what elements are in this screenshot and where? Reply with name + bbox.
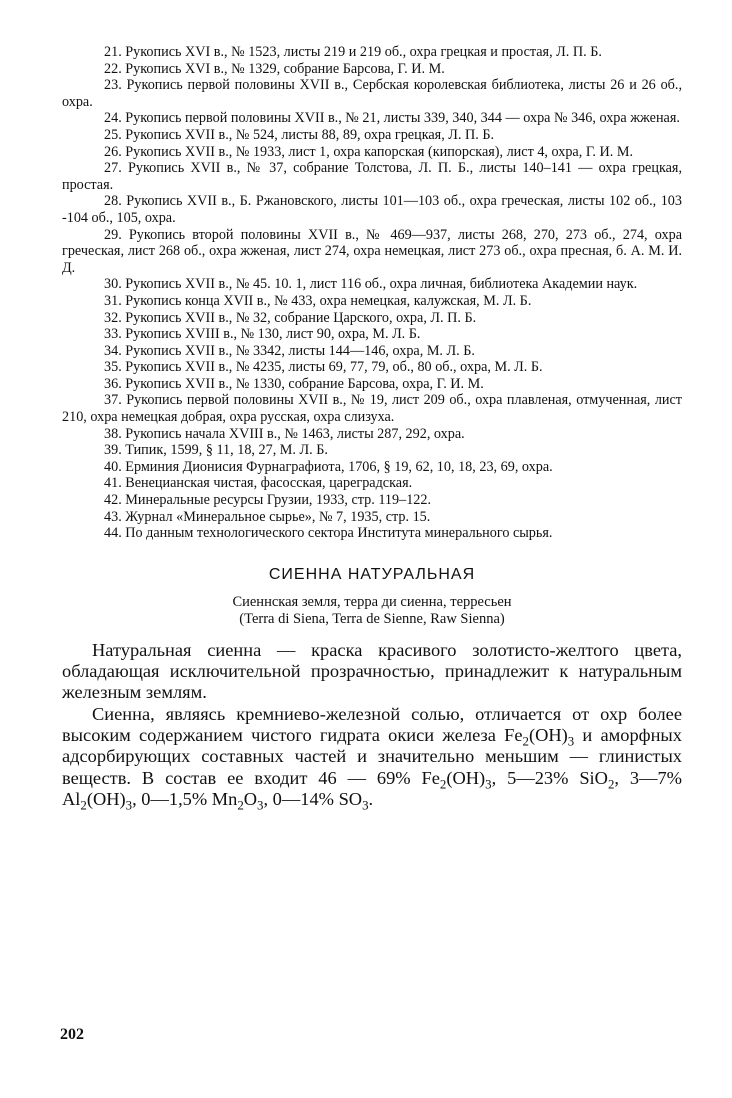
synonyms-latin: (Terra di Siena, Terra de Sienne, Raw Sienna) — [239, 610, 505, 627]
reference-item: 28. Рукопись XVII в., Б. Ржановского, листы 101—103 об., охра греческая, листы 102 об., 103 -104 об., 105, охра. — [62, 193, 682, 226]
text-run: . — [368, 788, 374, 809]
subscript: 3 — [257, 798, 264, 813]
subscript: 2 — [607, 777, 615, 792]
reference-item: 24. Рукопись первой половины XVII в., № 21, листы 339, 340, 344 — охра № 346, охра жженая. — [104, 110, 680, 127]
reference-item: 22. Рукопись XVI в., № 1329, собрание Барсова, Г. И. М. — [104, 60, 445, 77]
reference-item: 21. Рукопись XVI в., № 1523, листы 219 и 219 об., охра грецкая и простая, Л. П. Б. — [104, 44, 602, 60]
text-run: (OH) — [528, 725, 568, 745]
subscript: 3 — [362, 798, 369, 813]
page-number: 202 — [60, 1026, 84, 1043]
section-title: СИЕННА НАТУРАЛЬНАЯ — [268, 565, 476, 583]
text-run: Сиенна, являясь кремниево-железной солью, отличается от охр более высоким содержанием чистого гидрата окиси железа Fe — [62, 703, 682, 745]
reference-item: 35. Рукопись XVII в., № 4235, листы 69, 77, 79, об., 80 об., охра, М. Л. Б. — [104, 359, 543, 376]
reference-item: 41. Венецианская чистая, фасосская, цареградская. — [104, 475, 413, 492]
text-run: , 0—1,5% Mn — [132, 788, 238, 809]
section-body — [62, 639, 682, 813]
paragraph — [62, 703, 682, 813]
reference-item: 44. По данным технологического сектора Института минерального сырья. — [104, 525, 553, 542]
subscript: 2 — [237, 798, 244, 813]
reference-item: 33. Рукопись XVIII в., № 130, лист 90, охра, М. Л. Б. — [104, 326, 421, 343]
reference-item: 40. Ерминия Дионисия Фурнаграфиота, 1706, § 19, 62, 10, 18, 23, 69, охра. — [104, 458, 553, 475]
synonyms-russian: Сиеннская земля, терра ди сиенна, терресьен — [232, 593, 512, 610]
text-run: , 0—14% SO — [263, 788, 363, 809]
reference-item: 23. Рукопись первой половины XVII в., Сербская королевская библиотека, листы 26 и 26 об., охра. — [62, 77, 682, 110]
text-run: (OH) — [86, 788, 126, 809]
reference-item: 43. Журнал «Минеральное сырье», № 7, 1935, стр. 15. — [104, 508, 431, 525]
reference-item: 39. Типик, 1599, § 11, 18, 27, М. Л. Б. — [104, 442, 328, 459]
text-run: , 5—23% SiO — [491, 767, 608, 788]
reference-item: 32. Рукопись XVII в., № 32, собрание Царского, охра, Л. П. Б. — [104, 309, 477, 326]
subscript: 2 — [522, 734, 529, 749]
text-run: (OH) — [446, 767, 486, 788]
subscript: 3 — [567, 734, 575, 749]
section-synonyms — [62, 594, 682, 628]
paragraph: Натуральная сиенна — краска красивого золотисто-желтого цвета, обладающая исключительной прозрачностью, принадлежит к натуральным железным землям. — [62, 639, 682, 703]
subscript: 2 — [80, 798, 87, 813]
reference-item: 26. Рукопись XVII в., № 1933, лист 1, охра капорская (кипорская), лист 4, охра, Г. И. М. — [104, 143, 634, 160]
page-content — [62, 44, 682, 813]
reference-item: 30. Рукопись XVII в., № 45. 10. 1, лист 116 об., охра личная, библиотека Академии наук. — [104, 276, 638, 293]
reference-item: 36. Рукопись XVII в., № 1330, собрание Барсова, охра, Г. И. М. — [104, 375, 484, 392]
reference-item: 29. Рукопись второй половины XVII в., № 469—937, листы 268, 270, 273 об., 274, охра греческая, лист 268 об., охра жженая, лист 274, охра немецкая, лист 273 об., охра пресная, б. А. М. И. Д. — [62, 226, 682, 276]
reference-item: 27. Рукопись XVII в., № 37, собрание Толстова, Л. П. Б., листы 140–141 — охра грецкая, простая. — [62, 160, 682, 193]
subscript: 2 — [439, 777, 447, 792]
reference-item: 42. Минеральные ресурсы Грузии, 1933, стр. 119–122. — [104, 492, 432, 509]
reference-item: 38. Рукопись начала XVIII в., № 1463, листы 287, 292, охра. — [104, 425, 465, 442]
subscript: 3 — [485, 777, 492, 792]
text-run: O — [243, 788, 258, 809]
subscript: 3 — [125, 798, 133, 813]
text-run: и аморфных адсорбирующих составных частей и значительно меньшим — глинистых веществ. В состав ее входит 46 — 69% Fe — [62, 725, 682, 788]
reference-item: 25. Рукопись XVII в., № 524, листы 88, 89, охра грецкая, Л. П. Б. — [104, 126, 495, 143]
text-run: , 3—7% Al — [62, 767, 682, 809]
reference-item: 37. Рукопись первой половины XVII в., № 19, лист 209 об., охра плавленая, отмученная, лист 210, охра немецкая добрая, охра русская, охра слизуха. — [62, 392, 682, 426]
reference-item: 34. Рукопись XVII в., № 3342, листы 144—146, охра, М. Л. Б. — [104, 342, 475, 359]
reference-list — [62, 44, 682, 542]
reference-item: 31. Рукопись конца XVII в., № 433, охра немецкая, калужская, М. Л. Б. — [104, 292, 532, 309]
